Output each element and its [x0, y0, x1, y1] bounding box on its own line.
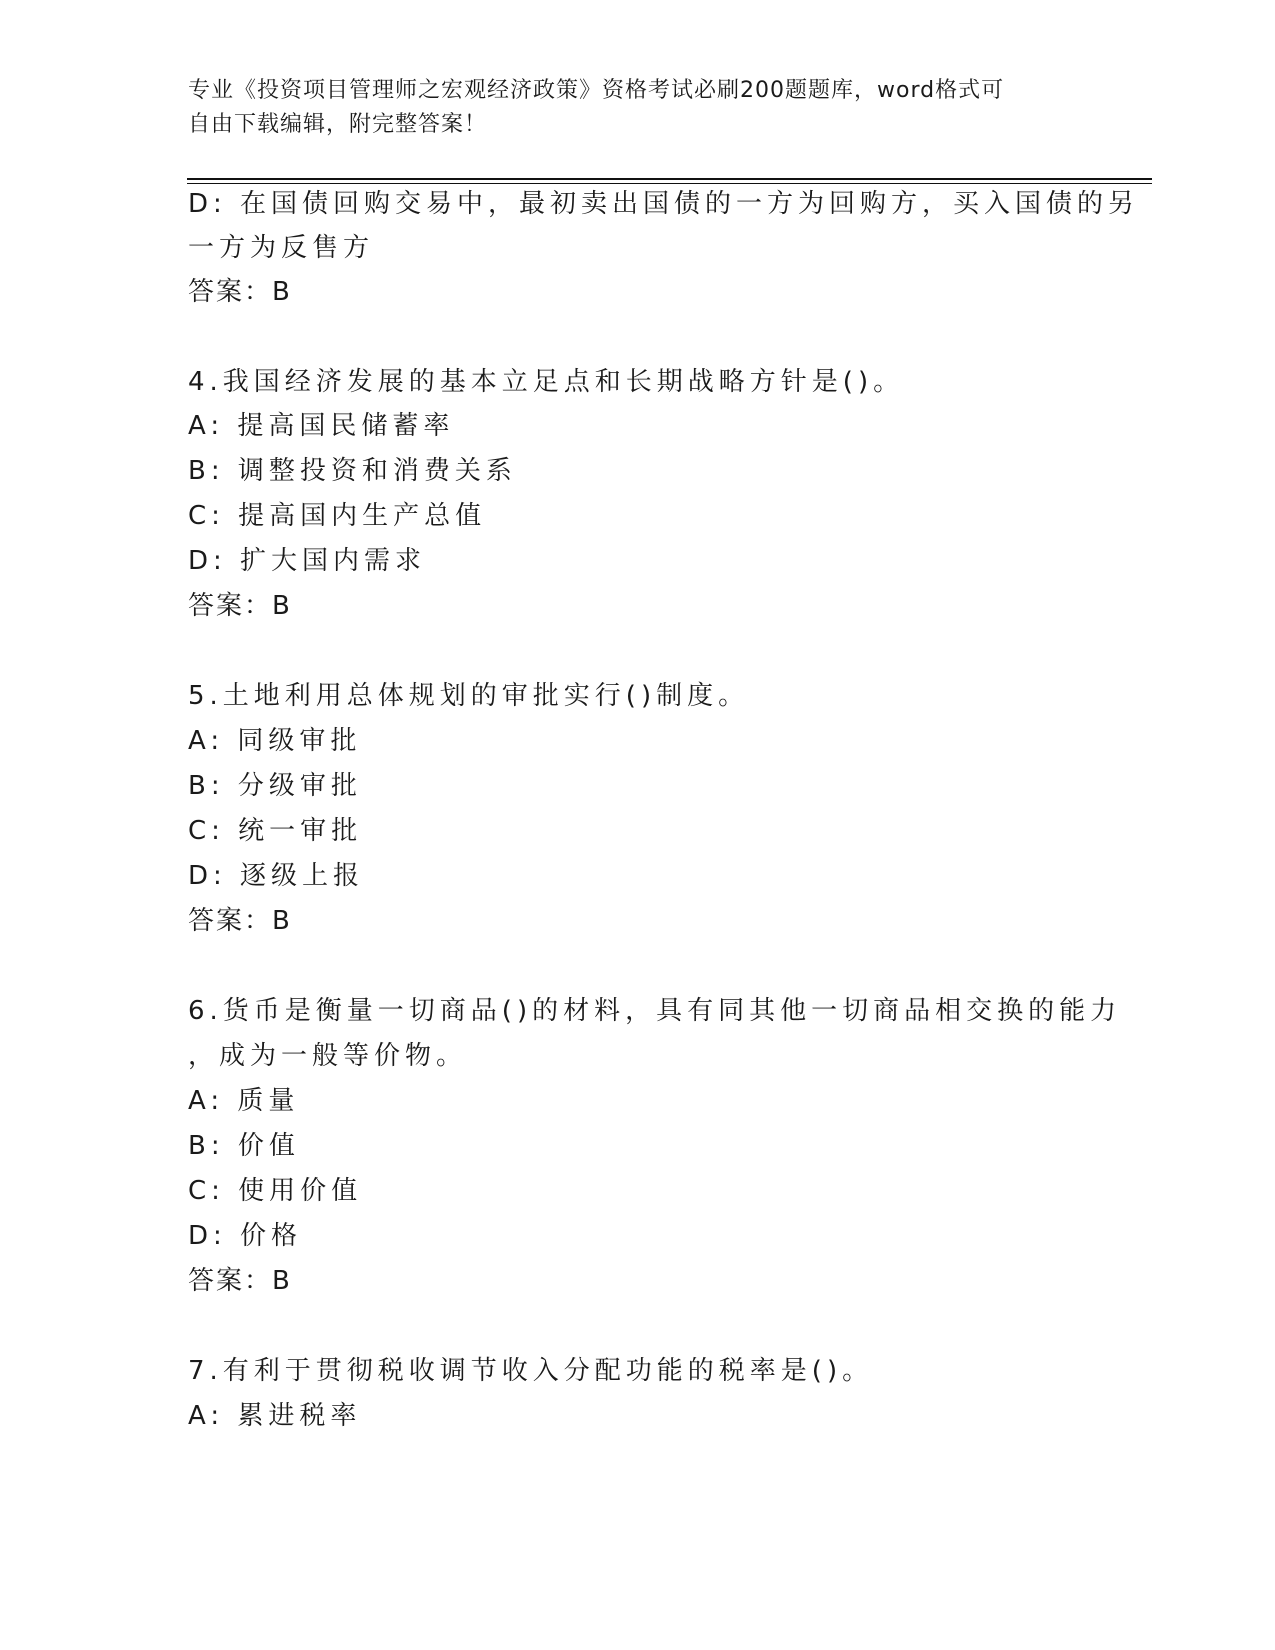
document-header — [188, 74, 1088, 142]
q5-option-b: B: 分级审批 — [188, 771, 362, 801]
q5-stem: 5.土地利用总体规划的审批实行()制度。 — [188, 681, 750, 711]
header-line-1: 专业《投资项目管理师之宏观经济政策》资格考试必刷200题题库，word格式可 — [188, 78, 1005, 103]
q5-option-a: A: 同级审批 — [188, 726, 362, 756]
q6-option-a: A: 质量 — [188, 1086, 300, 1116]
q5-option-c: C: 统一审批 — [188, 816, 363, 846]
q7-stem: 7.有利于贯彻税收调节收入分配功能的税率是()。 — [188, 1356, 874, 1386]
q6-answer: 答案：B — [188, 1266, 292, 1296]
q4-stem: 4.我国经济发展的基本立足点和长期战略方针是()。 — [188, 367, 905, 397]
q3-option-d-line2: 一方为反售方 — [188, 233, 375, 263]
q5-option-d: D: 逐级上报 — [188, 861, 365, 891]
q6-stem-line1: 6.货币是衡量一切商品()的材料，具有同其他一切商品相交换的能力 — [188, 996, 1122, 1026]
q6-option-c: C: 使用价值 — [188, 1176, 363, 1206]
header-line-2: 自由下载编辑，附完整答案！ — [188, 112, 488, 137]
q4-option-b: B: 调整投资和消费关系 — [188, 456, 517, 486]
q4-option-a: A: 提高国民储蓄率 — [188, 411, 455, 441]
header-divider-thick — [187, 178, 1152, 180]
q5-answer: 答案：B — [188, 906, 292, 936]
q4-option-c: C: 提高国内生产总值 — [188, 501, 487, 531]
q7-option-a: A: 累进税率 — [188, 1401, 362, 1431]
q4-option-d: D: 扩大国内需求 — [188, 546, 427, 576]
q6-option-b: B: 价值 — [188, 1131, 300, 1161]
header-divider-thin — [187, 183, 1152, 184]
q6-option-d: D: 价格 — [188, 1221, 303, 1251]
q3-option-d-line1: D: 在国债回购交易中，最初卖出国债的一方为回购方，买入国债的另 — [188, 189, 1140, 219]
q6-stem-line2: ，成为一般等价物。 — [188, 1041, 468, 1071]
q4-answer: 答案：B — [188, 591, 292, 621]
q3-answer: 答案：B — [188, 277, 292, 307]
